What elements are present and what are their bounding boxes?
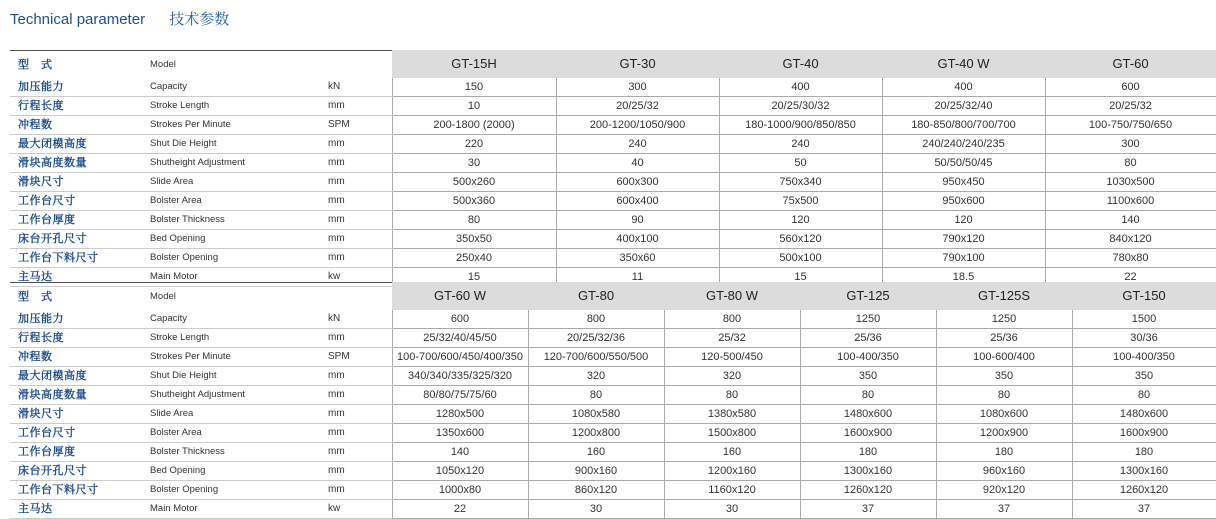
table-cell: 400x100 [556,230,719,249]
param-label-en: Bolster Area [150,424,328,443]
table-cell: 350 [1072,367,1216,386]
table-cell: 20/25/32 [556,97,719,116]
table-row [10,443,1216,462]
table-row [10,249,1216,268]
table-cell: 350 [936,367,1072,386]
table-cell: 350x60 [556,249,719,268]
table-cell: 30 [528,500,664,519]
table-cell: 840x120 [1045,230,1216,249]
table-cell: 1600x900 [800,424,936,443]
spec-table-1 [10,50,1216,287]
table-cell: 25/36 [936,329,1072,348]
param-label-en: Slide Area [150,405,328,424]
table-cell: 400 [882,78,1045,97]
title-en: Technical parameter [10,11,146,28]
table-cell: 500x360 [392,192,556,211]
table-cell: 790x100 [882,249,1045,268]
table-cell: 80 [800,386,936,405]
param-label-zh: 冲程数 [10,116,150,135]
table-cell: 80 [392,211,556,230]
table-cell: 1250 [800,310,936,329]
param-label-en: Bed Opening [150,230,328,249]
model-header: GT-60 [1045,51,1216,79]
table-cell: 1600x900 [1072,424,1216,443]
table-cell: 100-600/400 [936,348,1072,367]
table-row [10,310,1216,329]
table-cell: 1280x500 [392,405,528,424]
param-unit: mm [328,97,392,116]
table-cell: 950x450 [882,173,1045,192]
table-cell: 22 [392,500,528,519]
table-cell: 400 [719,78,882,97]
table-cell: 180 [1072,443,1216,462]
param-label-zh: 工作台厚度 [10,443,150,462]
table-cell: 250x40 [392,249,556,268]
table-cell: 1500 [1072,310,1216,329]
table-cell: 100-750/750/650 [1045,116,1216,135]
table-cell: 37 [800,500,936,519]
param-label-zh: 滑块尺寸 [10,405,150,424]
table-cell: 120-500/450 [664,348,800,367]
table-cell: 50/50/50/45 [882,154,1045,173]
table-cell: 25/36 [800,329,936,348]
param-label-en: Stroke Length [150,97,328,116]
table-cell: 600 [1045,78,1216,97]
table-row [10,154,1216,173]
table-cell: 140 [392,443,528,462]
param-unit: mm [328,173,392,192]
model-header: GT-80 W [664,283,800,311]
table-cell: 1480x600 [1072,405,1216,424]
table-cell: 1200x160 [664,462,800,481]
param-label-en: Shutheight Adjustment [150,386,328,405]
param-label-en: Shut Die Height [150,367,328,386]
table-cell: 80/80/75/75/60 [392,386,528,405]
table-cell: 80 [1045,154,1216,173]
table-row [10,116,1216,135]
param-label-zh: 工作台下料尺寸 [10,249,150,268]
param-label-en: Strokes Per Minute [150,348,328,367]
table-cell: 80 [936,386,1072,405]
table-cell: 80 [664,386,800,405]
table-cell: 150 [392,78,556,97]
table-cell: 160 [664,443,800,462]
header-label-zh: 型 式 [10,51,150,79]
table-cell: 1300x160 [1072,462,1216,481]
table-cell: 25/32/40/45/50 [392,329,528,348]
table-cell: 1080x580 [528,405,664,424]
table-row [10,367,1216,386]
table-cell: 1000x80 [392,481,528,500]
table-cell: 1160x120 [664,481,800,500]
table-cell: 780x80 [1045,249,1216,268]
table-cell: 20/25/32 [1045,97,1216,116]
table-cell: 10 [392,97,556,116]
param-label-en: Bolster Thickness [150,443,328,462]
table-cell: 20/25/32/36 [528,329,664,348]
table-cell: 11 [556,268,719,287]
table-row [10,211,1216,230]
param-label-zh: 加压能力 [10,78,150,97]
param-label-zh: 最大闭模高度 [10,135,150,154]
model-header: GT-125S [936,283,1072,311]
table-cell: 18.5 [882,268,1045,287]
table-cell: 220 [392,135,556,154]
param-label-zh: 行程长度 [10,329,150,348]
param-label-en: Bolster Opening [150,481,328,500]
table-cell: 790x120 [882,230,1045,249]
header-unit [328,51,392,79]
table-cell: 120 [882,211,1045,230]
param-label-en: Strokes Per Minute [150,116,328,135]
table-row [10,329,1216,348]
param-label-zh: 加压能力 [10,310,150,329]
table-cell: 30/36 [1072,329,1216,348]
table-cell: 1500x800 [664,424,800,443]
param-label-zh: 滑块高度数量 [10,386,150,405]
param-unit: mm [328,192,392,211]
table-row [10,405,1216,424]
param-unit: mm [328,405,392,424]
table-cell: 1260x120 [800,481,936,500]
param-label-en: Bed Opening [150,462,328,481]
table-cell: 15 [392,268,556,287]
table-cell: 320 [664,367,800,386]
table-cell: 800 [528,310,664,329]
table-row [10,97,1216,116]
table-cell: 1050x120 [392,462,528,481]
header-label-en: Model [150,51,328,79]
param-unit: mm [328,154,392,173]
model-header: GT-60 W [392,283,528,311]
table-cell: 100-400/350 [800,348,936,367]
param-label-zh: 床台开孔尺寸 [10,462,150,481]
table-cell: 950x600 [882,192,1045,211]
table-cell: 1300x160 [800,462,936,481]
table-cell: 50 [719,154,882,173]
param-unit: kw [328,268,392,287]
table-cell: 500x260 [392,173,556,192]
model-header: GT-40 W [882,51,1045,79]
table-cell: 1030x500 [1045,173,1216,192]
table-row [10,192,1216,211]
table-cell: 25/32 [664,329,800,348]
table-cell: 180-850/800/700/700 [882,116,1045,135]
table-cell: 1480x600 [800,405,936,424]
table-cell: 1350x600 [392,424,528,443]
param-label-en: Main Motor [150,500,328,519]
model-header: GT-30 [556,51,719,79]
param-label-en: Shutheight Adjustment [150,154,328,173]
param-unit: mm [328,386,392,405]
header-label-zh: 型 式 [10,283,150,311]
table-cell: 340/340/335/325/320 [392,367,528,386]
param-unit: SPM [328,116,392,135]
table-cell: 80 [1072,386,1216,405]
param-unit: mm [328,230,392,249]
table-cell: 350x50 [392,230,556,249]
param-unit: mm [328,135,392,154]
spec-table-2 [10,282,1216,519]
param-label-en: Capacity [150,310,328,329]
table-cell: 240/240/240/235 [882,135,1045,154]
param-label-zh: 最大闭模高度 [10,367,150,386]
param-label-zh: 行程长度 [10,97,150,116]
param-label-en: Slide Area [150,173,328,192]
param-label-en: Shut Die Height [150,135,328,154]
header-label-en: Model [150,283,328,311]
param-label-en: Bolster Opening [150,249,328,268]
param-unit: mm [328,367,392,386]
table-row [10,481,1216,500]
param-label-en: Stroke Length [150,329,328,348]
param-unit: SPM [328,348,392,367]
table-row [10,230,1216,249]
table-cell: 1200x800 [528,424,664,443]
table-cell: 900x160 [528,462,664,481]
table-header-row [10,283,1216,311]
param-label-en: Main Motor [150,268,328,287]
param-label-zh: 主马达 [10,500,150,519]
param-label-zh: 床台开孔尺寸 [10,230,150,249]
table-cell: 300 [1045,135,1216,154]
param-unit: kN [328,310,392,329]
table-row [10,173,1216,192]
table-cell: 860x120 [528,481,664,500]
param-unit: mm [328,462,392,481]
table-cell: 200-1200/1050/900 [556,116,719,135]
table-cell: 37 [1072,500,1216,519]
param-label-zh: 滑块高度数量 [10,154,150,173]
table-cell: 600x400 [556,192,719,211]
page-title [10,8,229,32]
table-row [10,424,1216,443]
table-row [10,462,1216,481]
table-row [10,348,1216,367]
table-cell: 180 [936,443,1072,462]
param-label-zh: 工作台下料尺寸 [10,481,150,500]
table-cell: 1380x580 [664,405,800,424]
table-cell: 500x100 [719,249,882,268]
param-label-en: Capacity [150,78,328,97]
table-cell: 40 [556,154,719,173]
model-header: GT-40 [719,51,882,79]
param-unit: kN [328,78,392,97]
table-cell: 300 [556,78,719,97]
table-cell: 240 [719,135,882,154]
header-unit [328,283,392,311]
table-cell: 750x340 [719,173,882,192]
model-header: GT-80 [528,283,664,311]
table-cell: 22 [1045,268,1216,287]
table-cell: 180 [800,443,936,462]
table-cell: 180-1000/900/850/850 [719,116,882,135]
table-cell: 320 [528,367,664,386]
param-label-zh: 工作台尺寸 [10,424,150,443]
table-cell: 20/25/32/40 [882,97,1045,116]
param-unit: mm [328,249,392,268]
table-row [10,135,1216,154]
table-cell: 1080x600 [936,405,1072,424]
table-row [10,386,1216,405]
table-cell: 160 [528,443,664,462]
table-cell: 350 [800,367,936,386]
table-cell: 20/25/30/32 [719,97,882,116]
table-cell: 75x500 [719,192,882,211]
model-header: GT-125 [800,283,936,311]
table-cell: 30 [392,154,556,173]
param-unit: mm [328,443,392,462]
param-label-en: Bolster Area [150,192,328,211]
model-header: GT-15H [392,51,556,79]
table-cell: 1100x600 [1045,192,1216,211]
table-cell: 37 [936,500,1072,519]
table-cell: 920x120 [936,481,1072,500]
table-cell: 240 [556,135,719,154]
table-cell: 800 [664,310,800,329]
table-cell: 100-400/350 [1072,348,1216,367]
param-unit: mm [328,424,392,443]
table-row [10,500,1216,519]
table-cell: 30 [664,500,800,519]
param-label-zh: 滑块尺寸 [10,173,150,192]
param-label-zh: 工作台尺寸 [10,192,150,211]
table-cell: 15 [719,268,882,287]
param-label-zh: 主马达 [10,268,150,287]
table-cell: 1250 [936,310,1072,329]
table-cell: 120 [719,211,882,230]
table-cell: 100-700/600/450/400/350 [392,348,528,367]
param-unit: mm [328,481,392,500]
table-cell: 1200x900 [936,424,1072,443]
param-unit: mm [328,329,392,348]
table-cell: 600x300 [556,173,719,192]
param-unit: kw [328,500,392,519]
param-label-en: Bolster Thickness [150,211,328,230]
param-unit: mm [328,211,392,230]
table-cell: 600 [392,310,528,329]
table-cell: 90 [556,211,719,230]
param-label-zh: 冲程数 [10,348,150,367]
model-header: GT-150 [1072,283,1216,311]
table-cell: 120-700/600/550/500 [528,348,664,367]
table-cell: 1260x120 [1072,481,1216,500]
table-cell: 80 [528,386,664,405]
table-header-row [10,51,1216,79]
title-zh: 技术参数 [169,11,230,28]
table-cell: 560x120 [719,230,882,249]
table-row [10,78,1216,97]
table-cell: 140 [1045,211,1216,230]
table-cell: 960x160 [936,462,1072,481]
param-label-zh: 工作台厚度 [10,211,150,230]
table-cell: 200-1800 (2000) [392,116,556,135]
